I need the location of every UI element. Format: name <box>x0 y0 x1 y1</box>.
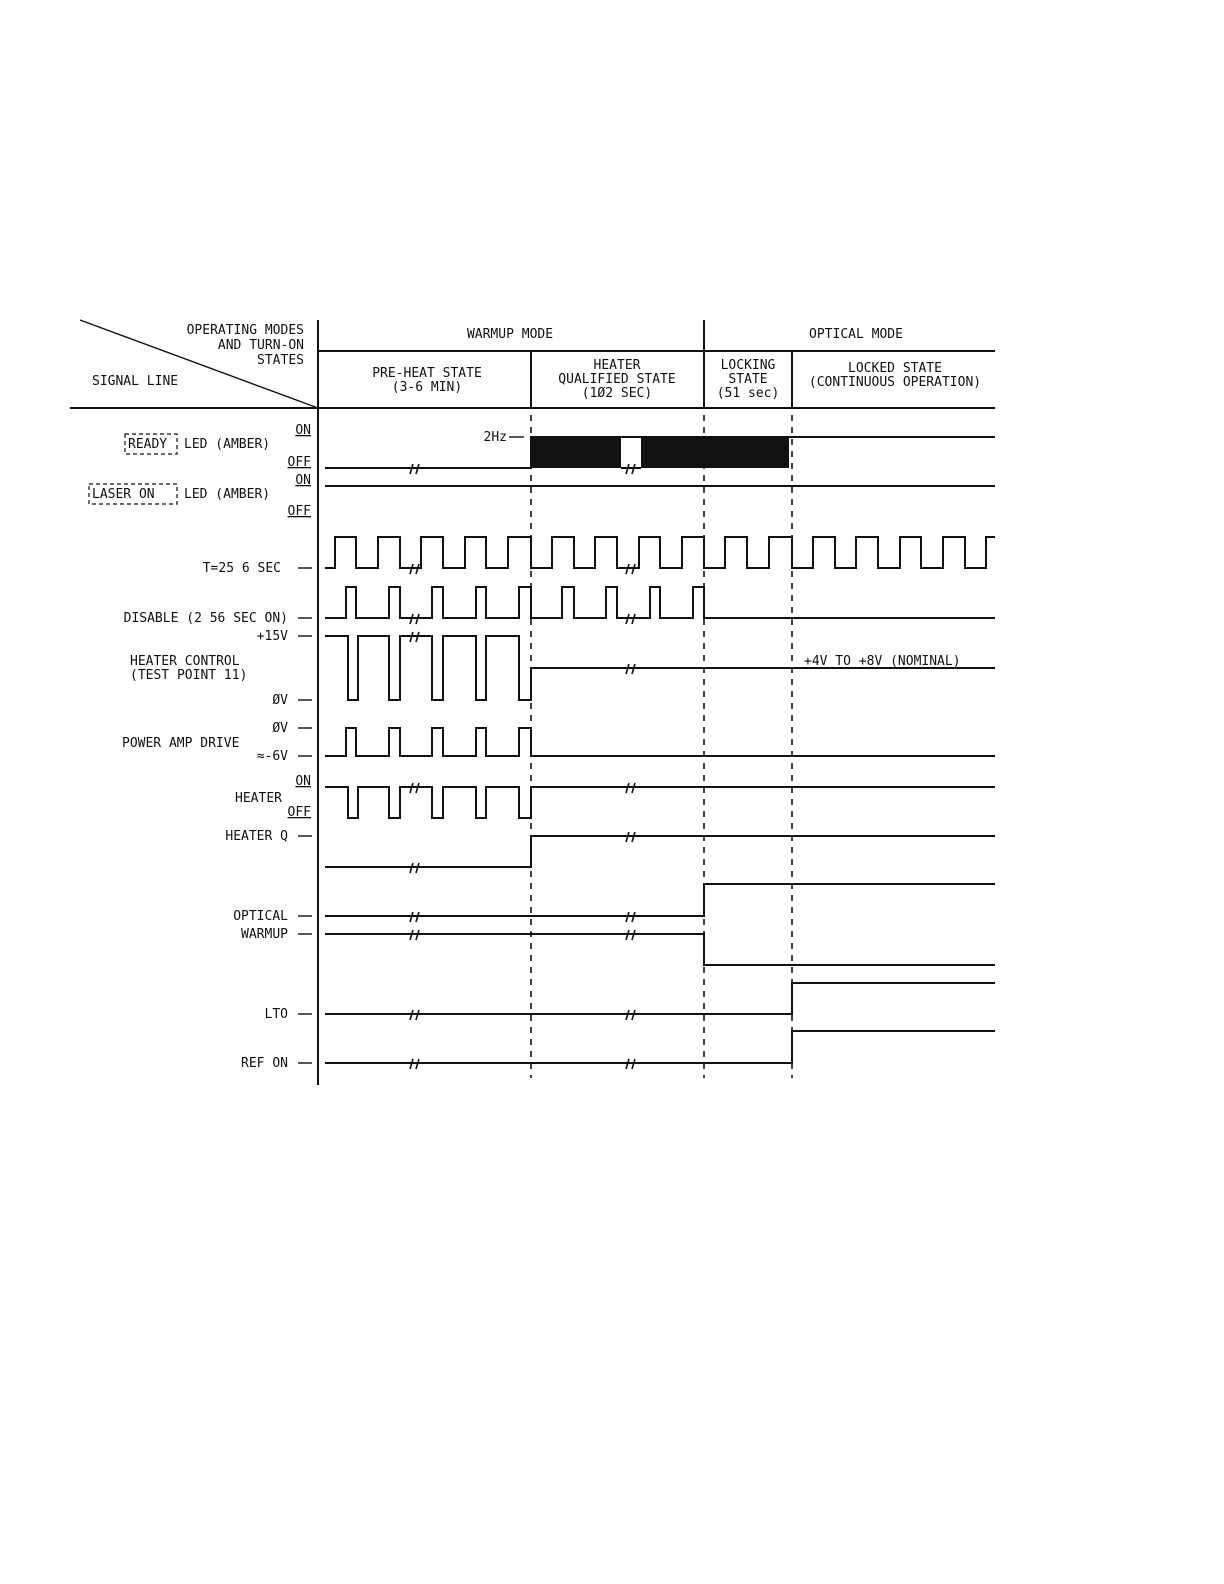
corner-label-line2: AND TURN-ON <box>217 338 304 353</box>
ref-on-waveform <box>325 1031 995 1063</box>
corner-header-labels <box>92 323 304 389</box>
heater-waveform <box>325 787 995 818</box>
disable-waveform <box>325 587 995 618</box>
optical-mode-title: OPTICAL MODE <box>809 327 903 342</box>
heater-q-waveform <box>325 836 995 867</box>
ready-led-on-level: ON <box>295 423 311 438</box>
heater-control-waveform <box>325 636 995 700</box>
laser-led-label: LED (AMBER) <box>184 487 271 502</box>
disable-label: DISABLE (2 56 SEC ON) <box>123 611 288 626</box>
ready-blink-frequency: 2Hz <box>483 430 507 445</box>
laser-led-on-level: ON <box>295 473 311 488</box>
ready-led-label: LED (AMBER) <box>184 437 271 452</box>
warmup-waveform <box>325 934 995 965</box>
heater-qualified-duration: (1Ø2 SEC) <box>581 386 653 401</box>
power-amp-waveform <box>325 728 995 756</box>
heater-control-label: HEATER CONTROL <box>130 654 240 669</box>
corner-label-line1: OPERATING MODES <box>186 323 304 338</box>
header-grid <box>70 320 995 1085</box>
heater-q-label: HEATER Q <box>225 829 288 844</box>
lto-label: LTO <box>264 1007 288 1022</box>
lto-waveform <box>325 983 995 1014</box>
ready-led-boxed-name: READY <box>128 437 168 452</box>
power-amp-low-level: ≈-6V <box>256 749 288 764</box>
laser-led-boxed-name: LASER ON <box>92 487 155 502</box>
laser-led-off-level: OFF <box>287 504 311 519</box>
preheat-state-title: PRE-HEAT STATE <box>372 366 482 381</box>
optical-label: OPTICAL <box>233 909 288 924</box>
locked-state-title: LOCKED STATE <box>848 361 942 376</box>
heater-off-level: OFF <box>287 805 311 820</box>
warmup-mode-title: WARMUP MODE <box>466 327 554 342</box>
locking-state-title-2: STATE <box>728 372 768 387</box>
locking-state-duration: (51 sec) <box>716 386 780 401</box>
power-amp-high-level: ØV <box>272 721 288 736</box>
heater-control-nominal: +4V TO +8V (NOMINAL) <box>804 654 961 669</box>
heater-qualified-title-2: QUALIFIED STATE <box>558 372 676 387</box>
power-amp-label: POWER AMP DRIVE <box>122 736 240 751</box>
optical-waveform <box>325 884 995 916</box>
t-clock-waveform <box>325 537 995 568</box>
heater-qualified-title-1: HEATER <box>593 358 641 373</box>
signal-line-header: SIGNAL LINE <box>92 374 179 389</box>
preheat-state-duration: (3-6 MIN) <box>391 380 463 395</box>
heater-control-testpoint: (TEST POINT 11) <box>130 668 248 683</box>
ready-led-off-level: OFF <box>287 455 311 470</box>
heater-control-low-level: ØV <box>272 693 288 708</box>
warmup-label: WARMUP <box>241 927 288 942</box>
locking-state-title-1: LOCKING <box>720 358 776 373</box>
ref-on-label: REF ON <box>241 1056 288 1071</box>
heater-on-level: ON <box>295 774 311 789</box>
ready-blink-burst-1 <box>531 437 621 468</box>
heater-label: HEATER <box>235 791 282 806</box>
ready-blink-burst-2 <box>641 437 789 468</box>
corner-label-line3: STATES <box>257 353 304 368</box>
heater-control-high-level: +15V <box>256 629 288 644</box>
locked-state-duration: (CONTINUOUS OPERATION) <box>808 375 982 390</box>
t-clock-label: T=25 6 SEC <box>202 561 281 576</box>
